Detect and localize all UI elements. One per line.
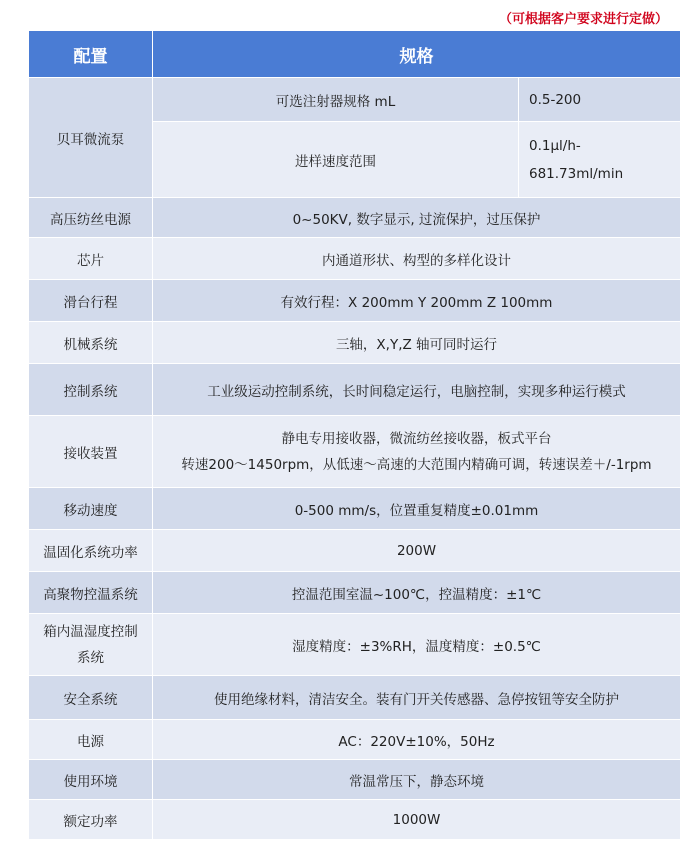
header-spec: 规格 <box>153 31 681 78</box>
table-row <box>29 364 681 416</box>
row-label: 芯片 <box>29 238 153 280</box>
table-row <box>29 676 681 720</box>
row-label: 高聚物控温系统 <box>29 572 153 614</box>
row-label: 机械系统 <box>29 322 153 364</box>
row-label: 温固化系统功率 <box>29 530 153 572</box>
row-value: 工业级运动控制系统，长时间稳定运行，电脑控制，实现多种运行模式 <box>153 364 681 416</box>
row-label-line2: 系统 <box>77 649 104 666</box>
table-row <box>29 614 681 676</box>
table-row <box>29 572 681 614</box>
row-value: 内通道形状、构型的多样化设计 <box>153 238 681 280</box>
row-value: AC：220V±10%，50Hz <box>153 720 681 760</box>
row-label: 高压纺丝电源 <box>29 198 153 238</box>
row-value: 常温常压下，静态环境 <box>153 760 681 800</box>
row-label: 使用环境 <box>29 760 153 800</box>
table-row <box>29 720 681 760</box>
pump-speed-value <box>519 122 681 198</box>
row-value: 0-500 mm/s，位置重复精度±0.01mm <box>153 488 681 530</box>
row-value: 有效行程：X 200mm Y 200mm Z 100mm <box>153 280 681 322</box>
row-value: 湿度精度：±3%RH，温度精度：±0.5℃ <box>153 614 681 676</box>
table-row <box>29 800 681 840</box>
header-config: 配置 <box>29 31 153 78</box>
table-row <box>29 488 681 530</box>
row-label-line1: 箱内温湿度控制 <box>43 623 138 640</box>
table-row <box>29 78 681 122</box>
row-value: 使用绝缘材料，清洁安全。装有门开关传感器、急停按钮等安全防护 <box>153 676 681 720</box>
row-value <box>153 416 681 488</box>
table-row <box>29 238 681 280</box>
table-row <box>29 530 681 572</box>
table-row <box>29 198 681 238</box>
table-header-row <box>29 31 681 78</box>
pump-syringe-value: 0.5-200 <box>519 78 681 122</box>
row-value-line1: 静电专用接收器，微流纺丝接收器，板式平台 <box>281 430 552 447</box>
row-label: 额定功率 <box>29 800 153 840</box>
row-label-pump: 贝耳微流泵 <box>29 78 153 198</box>
pump-speed-value-line1: 0.1μl/h- <box>529 137 581 154</box>
table-row <box>29 280 681 322</box>
row-label: 滑台行程 <box>29 280 153 322</box>
table-row <box>29 322 681 364</box>
row-label: 控制系统 <box>29 364 153 416</box>
row-value: 0~50KV, 数字显示, 过流保护，过压保护 <box>153 198 681 238</box>
row-label: 安全系统 <box>29 676 153 720</box>
pump-syringe-label: 可选注射器规格 mL <box>153 78 519 122</box>
pump-speed-label: 进样速度范围 <box>153 122 519 198</box>
row-label: 移动速度 <box>29 488 153 530</box>
table-row <box>29 416 681 488</box>
pump-speed-value-line2: 681.73ml/min <box>529 165 624 182</box>
table-row <box>29 760 681 800</box>
row-value: 200W <box>153 530 681 572</box>
spec-table <box>28 30 681 840</box>
row-value: 控温范围室温~100℃，控温精度：±1℃ <box>153 572 681 614</box>
row-label <box>29 614 153 676</box>
row-value: 1000W <box>153 800 681 840</box>
row-value: 三轴，X,Y,Z 轴可同时运行 <box>153 322 681 364</box>
row-label: 电源 <box>29 720 153 760</box>
customization-note: （可根据客户要求进行定做） <box>498 12 668 27</box>
row-label: 接收装置 <box>29 416 153 488</box>
row-value-line2: 转速200～1450rpm，从低速～高速的大范围内精确可调，转速误差＋/-1rpm <box>181 456 652 473</box>
